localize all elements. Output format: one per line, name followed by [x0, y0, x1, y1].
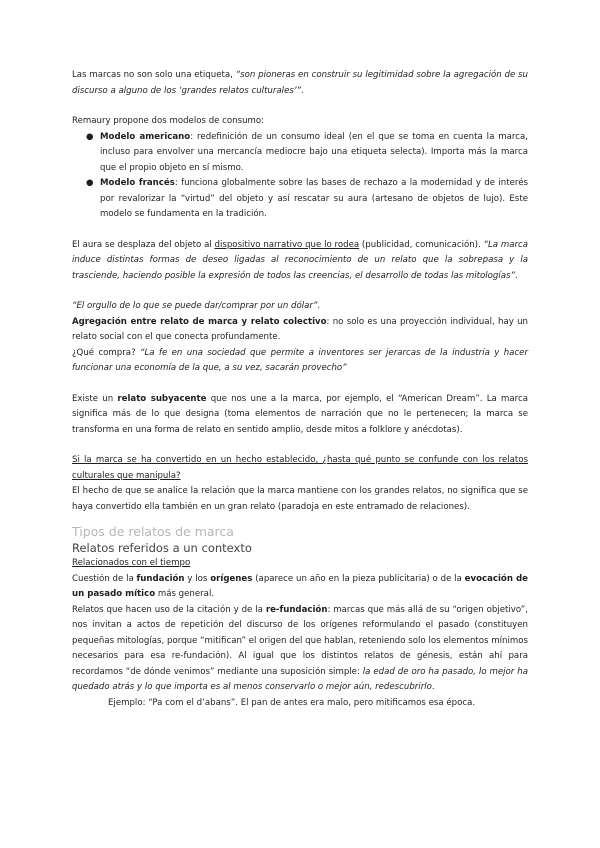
models-list	[72, 130, 528, 223]
paragraph-aura: El aura se desplaza del objeto al dispositivo narrativo que lo rodea (publicidad, comunicación). “La marca induce distintas formas de deseo ligadas al reconocimiento de un relato que la sobrepasa y la trasciende, haciendo posible la expresión de todos las creencias, el desarrollo de todas las mitologías”.	[72, 239, 529, 281]
paragraph-marcas-etiqueta: Las marcas no son solo una etiqueta, “son pioneras en construir su legitimidad sobre la agregación de su discurso a alguno de los ‘grandes relatos culturales’”.	[72, 70, 528, 96]
paragraph-refundacion: Relatos que hacen uso de la citación y de la re-fundación: marcas que más allá de su “origen objetivo”, nos invitan a actos de repetición del discurso de los orígenes reformulando el pasado (constituyen pequeñas mitologías, porque “mitifican” el origen del que hablan, reteniendo solo los elementos mínimos necesarios para esa re-fundación). Al igual que los distintos relatos de génesis, están ahí para recordamos “de dónde venimos” mediante una suposición simple: la edad de oro ha pasado, lo mejor ha quedado atrás y lo que importa es al menos conservarlo o mejor aún, redescubrirlo.	[72, 604, 528, 692]
list-item-modelo-americano: ● Modelo americano: redefinición de un consumo ideal (en el que se toma en cuenta la marca, incluso para envolver una mercancía mediocre bajo una etiqueta selecta). Importa más la marca que el propio objeto en sí mismo.	[86, 131, 529, 173]
paragraph-orgullo: “El orgullo de lo que se puede dar/comprar por un dólar”.	[72, 301, 321, 311]
paragraph-relato-subyacente: Existe un relato subyacente que nos une a la marca, por ejemplo, el “American Dream”. La marca significa más de lo que designa (toma elementos de narración que no le pertenecen; la marca se transforma en una forma de relato en sentido amplio, desde mitos a folklore y anécdotas).	[72, 393, 528, 435]
paragraph-que-compra: ¿Qué compra? “La fe en una sociedad que permite a inventores ser jerarcas de la industria y hacer funcionar una economía de la que, a su vez, sacarán provecho”	[72, 347, 528, 373]
list-item-modelo-frances: ● Modelo francés: funciona globalmente sobre las bases de rechazo a la modernidad y de interés por revalorizar la “virtud” del objeto y así rescatar su aura (artesano de objetos de lujo). Este modelo se fundamenta en la tradición.	[86, 178, 528, 219]
underlined-dispositivo: dispositivo narrativo que lo rodea	[214, 239, 360, 250]
quote-marca-induce: “La marca induce distintas formas de deseo ligadas al reconocimiento de un relato que la sobrepasa y la trasciende, haciendo posible la expresión de todos las creencias, el desarrollo de todas las mitologías”	[72, 239, 529, 281]
section-heading: Tipos de relatos de marca	[72, 524, 234, 539]
paragraph-question-hecho: Si la marca se ha convertido en un hecho establecido, ¿hasta qué punto se confunde con los relatos culturales que manipula?	[72, 455, 528, 481]
quote-pioneras: “son pioneras en construir su legitimidad sobre la agregación de su discurso a alguno de los ‘grandes relatos culturales’”	[72, 70, 528, 96]
bullet-icon: ●	[86, 178, 94, 188]
paragraph-remaury: Remaury propone dos modelos de consumo:	[72, 116, 265, 126]
document-page	[72, 68, 528, 711]
section-subheading: Relatos referidos a un contexto	[72, 541, 252, 555]
bullet-icon: ●	[86, 131, 94, 142]
paragraph-fundacion: Cuestión de la fundación y los orígenes (aparece un año en la pieza publicitaria) o de la evocación de un pasado mítico más general.	[72, 573, 529, 599]
paragraph-hecho: El hecho de que se analice la relación que la marca mantiene con los grandes relatos, no significa que se haya convertido ella también en un gran relato (paradoja en este entramado de relaciones).	[72, 486, 528, 512]
paragraph-ejemplo: Ejemplo: “Pa com el d’abans”. El pan de antes era malo, pero mitificamos esa época.	[108, 697, 476, 708]
subsection-title: Relacionados con el tiempo	[72, 558, 191, 568]
paragraph-agregacion: Agregación entre relato de marca y relato colectivo: no solo es una proyección individual, hay un relato social con el que conecta profundamente.	[72, 316, 528, 342]
